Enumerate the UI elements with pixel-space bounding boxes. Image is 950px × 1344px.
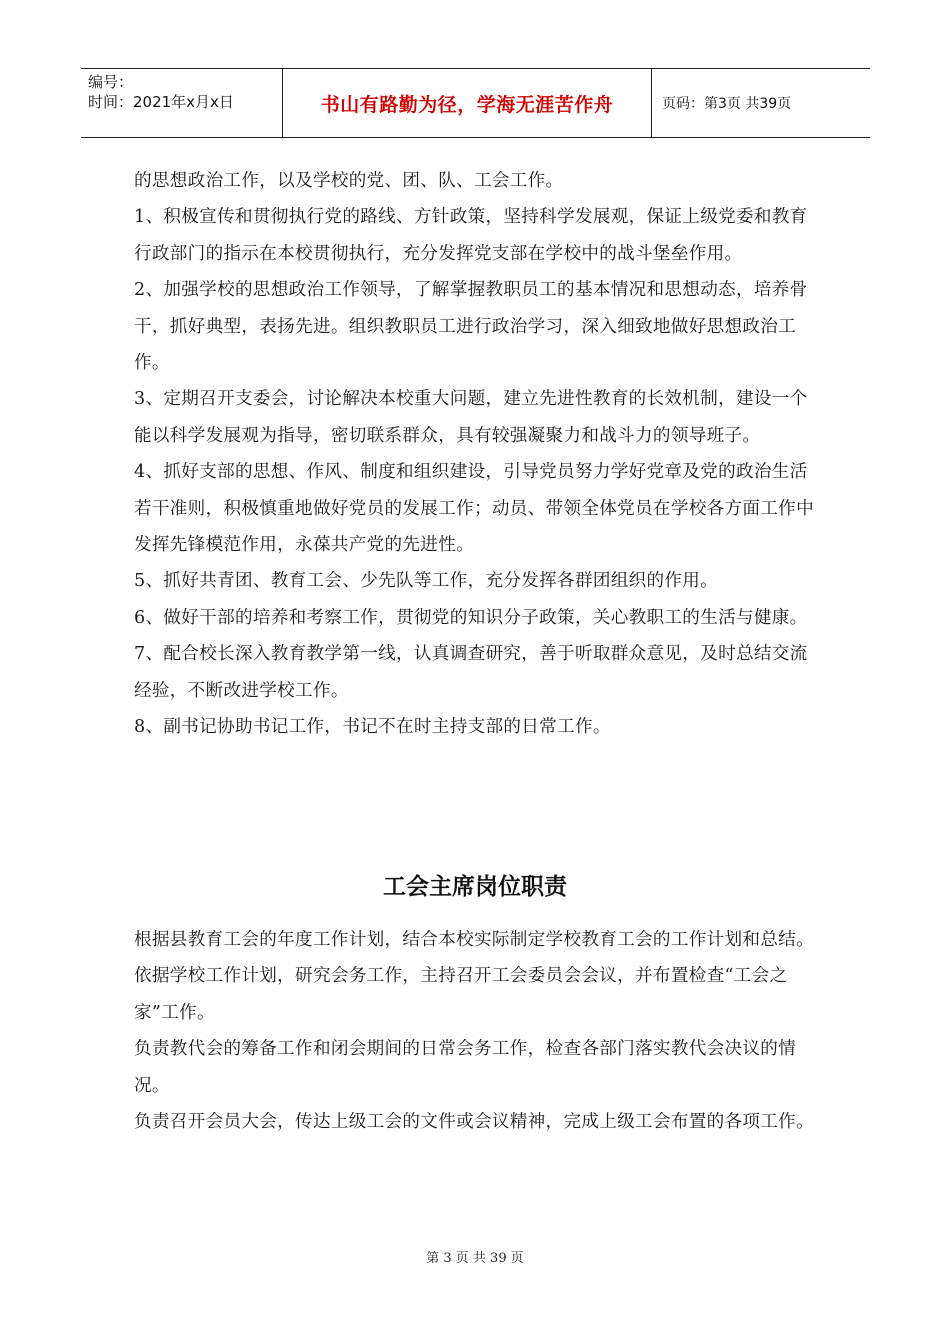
header-meta-cell: [81, 69, 282, 137]
paragraph: 负责召开会员大会，传达上级工会的文件或会议精神，完成上级工会布置的各项工作。: [134, 1112, 814, 1133]
page-footer: 第 3 页 共 39 页: [426, 1251, 524, 1266]
paragraph: 依据学校工作计划，研究会务工作，主持召开工会委员会会议，并布置检查“工会之家”工作。: [134, 966, 788, 1023]
paragraph: 根据县教育工会的年度工作计划，结合本校实际制定学校教育工会的工作计划和总结。: [134, 930, 814, 950]
body-section-top: [134, 163, 824, 746]
paragraph: 的思想政治工作，以及学校的党、团、队、工会工作。: [134, 171, 564, 191]
paragraph: 4、抓好支部的思想、作风、制度和组织建设，引导党员努力学好党章及党的政治生活若干准则，积极慎重地做好党员的发展工作；动员、带领全体党员在学校各方面工作中发挥先锋模范作用，永葆共产党的先进性。: [134, 462, 814, 556]
header-motto: 书山有路勤为径，学海无涯苦作舟: [320, 93, 614, 116]
paragraph: 1、积极宣传和贯彻执行党的路线、方针政策，坚持科学发展观，保证上级党委和教育行政部门的指示在本校贯彻执行，充分发挥党支部在学校中的战斗堡垒作用。: [134, 207, 808, 264]
paragraph: 5、抓好共青团、教育工会、少先队等工作，充分发挥各群团组织的作用。: [134, 571, 719, 592]
body-section-bottom: [134, 922, 824, 1140]
paragraph: 2、加强学校的思想政治工作领导，了解掌握教职员工的基本情况和思想动态，培养骨干，抓好典型，表扬先进。组织教职员工进行政治学习，深入细致地做好思想政治工作。: [134, 280, 808, 374]
header-table: [81, 68, 870, 138]
paragraph: 8、副书记协助书记工作，书记不在时主持支部的日常工作。: [134, 717, 611, 738]
header-page-info: 页码：第3页 共39页: [662, 96, 792, 112]
paragraph: 3、定期召开支委会，讨论解决本校重大问题，建立先进性教育的长效机制，建设一个能以科学发展观为指导，密切联系群众，具有较强凝聚力和战斗力的领导班子。: [134, 389, 808, 446]
document-time-label: 时间：2021年x月x日: [88, 93, 234, 111]
paragraph: 负责教代会的筹备工作和闭会期间的日常会务工作，检查各部门落实教代会决议的情况。: [134, 1039, 797, 1096]
paragraph: 7、配合校长深入教育教学第一线，认真调查研究，善于听取群众意见，及时总结交流经验，不断改进学校工作。: [134, 644, 808, 701]
header-motto-cell: [282, 69, 652, 137]
document-number-label: 编号：: [88, 73, 134, 91]
section-title: 工会主席岗位职责: [383, 874, 567, 900]
paragraph: 6、做好干部的培养和考察工作，贯彻党的知识分子政策，关心教职工的生活与健康。: [134, 607, 808, 628]
header-page-cell: [652, 69, 870, 137]
